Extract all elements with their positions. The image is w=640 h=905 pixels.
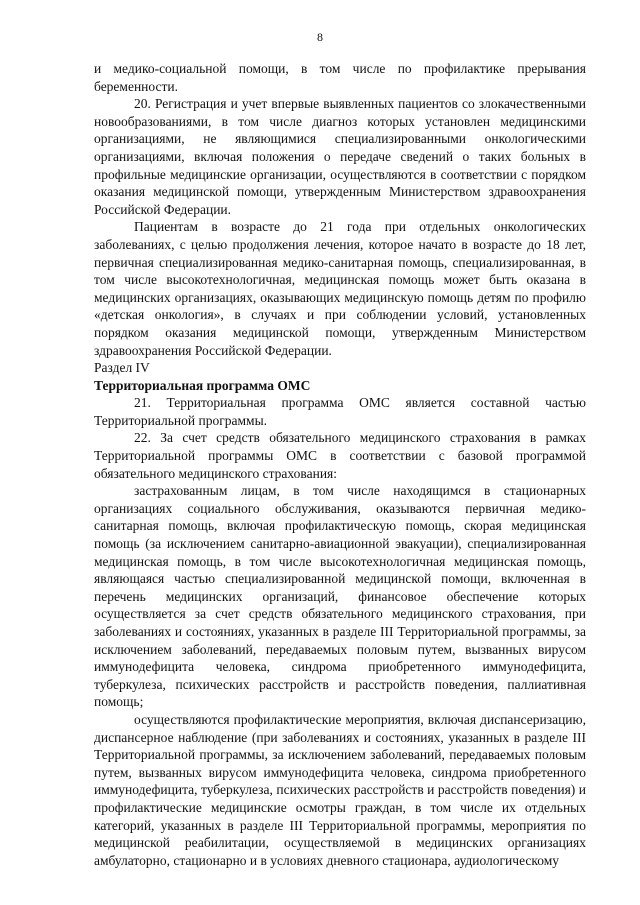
document-body (94, 60, 586, 869)
section-title: Территориальная программа ОМС (94, 377, 311, 393)
paragraph-item-21: 21. Территориальная программа ОМС является составной частью Территориальной программы. (94, 395, 586, 428)
paragraph-continuation: и медико-социальной помощи, в том числе по профилактике прерывания беременности. (94, 61, 586, 94)
page-number: 8 (317, 30, 323, 44)
section-label: Раздел IV (94, 360, 150, 376)
paragraph-oncology-patients: Пациентам в возрасте до 21 года при отдельных онкологических заболеваниях, с целью продолжения лечения, которое начато в возрасте до 18 лет, первичная специализированная медико-санитарная помощь, специализированная, в том числе высокотехнологичная, медицинская помощь может быть оказана в медицинских организациях, оказывающих медицинскую помощь детям по профилю «детская онкология», в случаях и при соблюдении условий, установленных порядком оказания медицинской помощи, утвержденным Министерством здравоохранения Российской Федерации. (94, 219, 586, 358)
paragraph-item-22: 22. За счет средств обязательного медицинского страхования в рамках Территориальной программы ОМС в соответствии с базовой программой обязательного медицинского страхования: (94, 430, 586, 481)
paragraph-insured-persons: застрахованным лицам, в том числе находящимся в стационарных организациях социального обслуживания, оказываются первичная медико-санитарная помощь, включая профилактическую помощь, скорая медицинская помощь (за исключением санитарно-авиационной эвакуации), специализированная медицинская помощь, в том числе высокотехнологичная медицинская помощь, являющаяся частью специализированной медицинской помощи, включенная в перечень медицинских организаций, финансовое обеспечение которых осуществляется за счет средств обязательного медицинского страхования, при заболеваниях и состояниях, указанных в разделе III Территориальной программы, за исключением заболеваний, передаваемых половым путем, вызванных вирусом иммунодефицита человека, синдрома приобретенного иммунодефицита, туберкулеза, психических расстройств и расстройств поведения, паллиативная помощь; (94, 483, 586, 710)
paragraph-item-20: 20. Регистрация и учет впервые выявленных пациентов со злокачественными новообразованиями, в том числе диагноз которых установлен медицинскими организациями, не являющимися специализированными онкологическими организациями, включая положения о передаче сведений о таких больных в профильные медицинские организации, осуществляются в соответствии с порядком оказания медицинской помощи, утвержденным Министерством здравоохранения Российской Федерации. (94, 96, 586, 217)
paragraph-preventive-measures: осуществляются профилактические мероприятия, включая диспансеризацию, диспансерное наблюдение (при заболеваниях и состояниях, указанных в разделе III Территориальной программы, за исключением заболеваний, передаваемых половым путем, вызванных вирусом иммунодефицита человека, синдрома приобретенного иммунодефицита, туберкулеза, психических расстройств и расстройств поведения) и профилактические медицинские осмотры граждан, в том числе их отдельных категорий, указанных в разделе III Территориальной программы, мероприятия по медицинской реабилитации, осуществляемой в медицинских организациях амбулаторно, стационарно и в условиях дневного стационара, аудиологическому (94, 711, 586, 868)
